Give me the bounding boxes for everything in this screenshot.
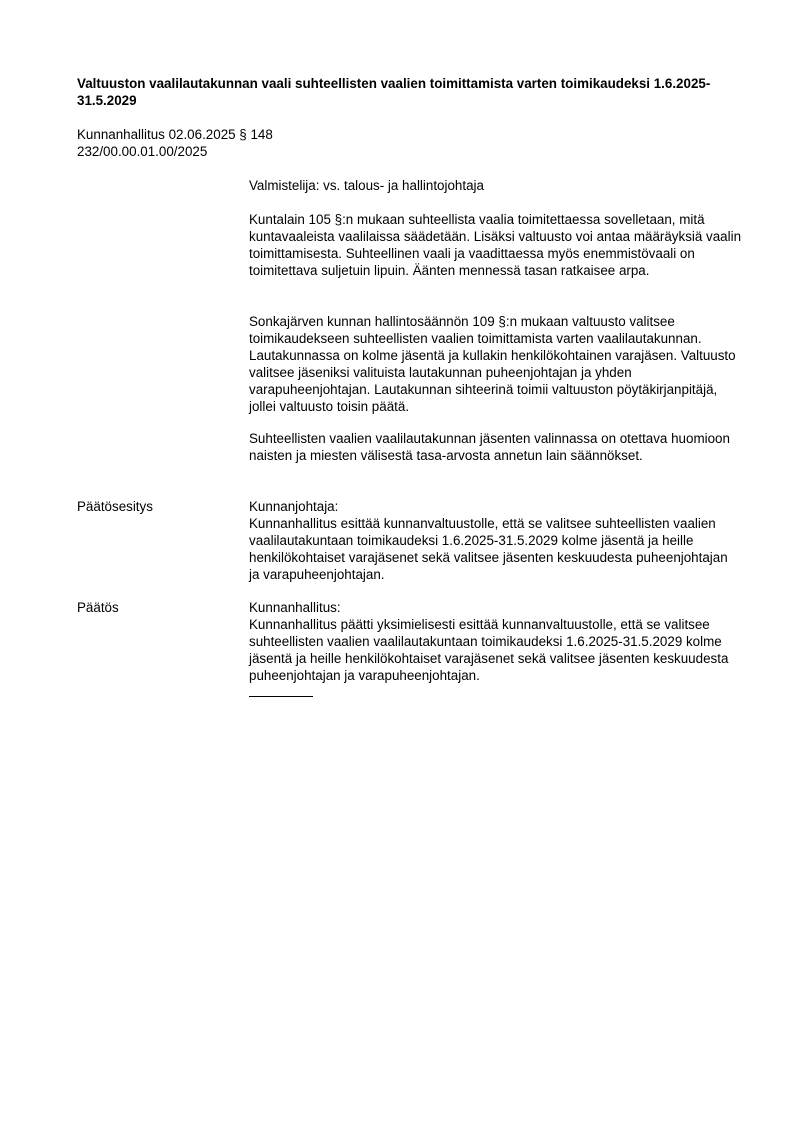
meeting-reference: Kunnanhallitus 02.06.2025 § 148 <box>77 127 273 142</box>
decision-speaker: Kunnanhallitus: <box>249 600 341 615</box>
paragraph-1-block <box>249 211 741 279</box>
proposal-speaker: Kunnanjohtaja: <box>249 499 339 514</box>
body-paragraph: Sonkajärven kunnan hallintosäännön 109 §:n mukaan valtuusto valitsee toimikaudekseen suhteellisten vaalien toimittamista varten vaalilautakunnan. Lautakunnassa on kolme jäsentä ja kullakin henkilökohtainen varajäsen. Valtuusto valitsee jäseniksi valituista lautakunnan puheenjohtajan ja yhden varapuheenjohtajan. Lautakunnan sihteerinä toimii valtuuston pöytäkirjanpitäjä, jollei valtuusto toisin päätä. <box>249 314 736 414</box>
document-title: Valtuuston vaalilautakunnan vaali suhteellisten vaalien toimittamista varten toimikaudeksi 1.6.2025-31.5.2029 <box>77 76 711 108</box>
proposal-block <box>249 498 741 583</box>
decision-text: Kunnanhallitus päätti yksimielisesti esittää kunnanvaltuustolle, että se valitsee suhteellisten vaalien vaalilautakuntaan toimikaudeksi 1.6.2025-31.5.2029 kolme jäsentä ja heille henkilökohtaiset varajäsenet sekä valitsee jäsenten keskuudesta puheenjohtajan ja varapuheenjohtajan. <box>249 617 729 683</box>
decision-block <box>249 599 741 684</box>
paragraph-2-block <box>249 313 741 415</box>
proposal-text: Kunnanhallitus esittää kunnanvaltuustolle, että se valitsee suhteellisten vaalien vaalilautakuntaan toimikaudeksi 1.6.2025-31.5.2029 kolme jäsentä ja heille henkilökohtaiset varajäsenet sekä valitsee jäsenten keskuudesta puheenjohtajan ja varapuheenjohtajan. <box>249 516 728 582</box>
paragraph-3-block <box>249 430 741 464</box>
decision-label: Päätös <box>77 600 119 615</box>
body-paragraph: Kuntalain 105 §:n mukaan suhteellista vaalia toimitettaessa sovelletaan, mitä kuntavaaleista vaalilaissa säädetään. Lisäksi valtuusto voi antaa määräyksiä vaalin toimittamisesta. Suhteellinen vaali ja vaadittaessa myös enemmistövaali on toimitettava suljetuin lipuin. Äänten mennessä tasan ratkaisee arpa. <box>249 212 742 278</box>
meeting-meta <box>77 126 477 160</box>
preparer-line <box>249 177 741 194</box>
record-id: 232/00.00.01.00/2025 <box>77 144 208 159</box>
proposal-label: Päätösesitys <box>77 499 153 514</box>
closing-rule <box>249 696 313 697</box>
preparer: Valmistelija: vs. talous- ja hallintojohtaja <box>249 178 484 193</box>
body-paragraph: Suhteellisten vaalien vaalilautakunnan jäsenten valinnassa on otettava huomioon naisten ja miesten välisestä tasa-arvosta annetun lain säännökset. <box>249 431 730 463</box>
